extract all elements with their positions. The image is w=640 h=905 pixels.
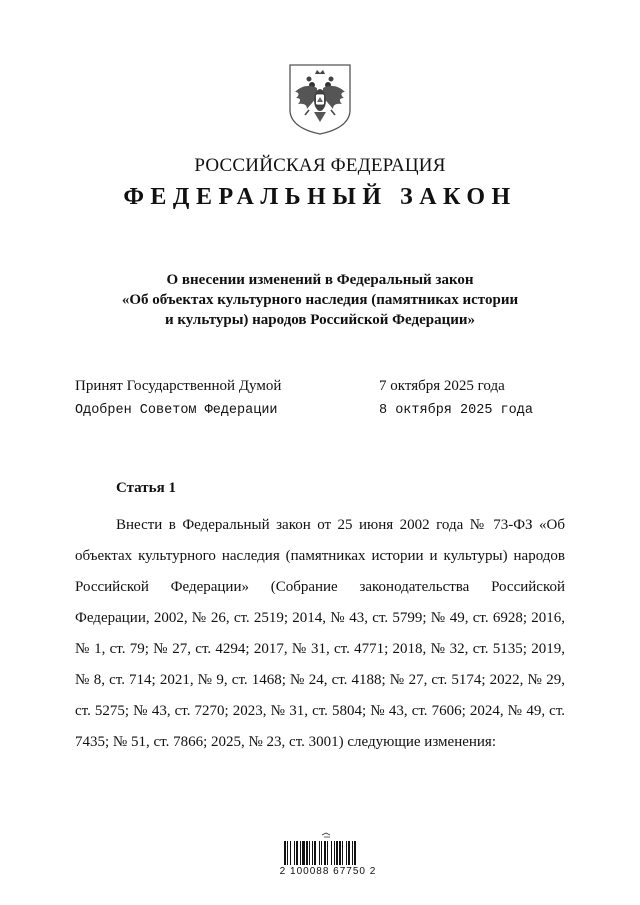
adoption-date-duma: 7 октября 2025 года [379, 378, 505, 394]
adoption-label-duma: Принят Государственной Думой [75, 378, 282, 394]
article-heading: Статья 1 [116, 480, 176, 496]
article-body [75, 510, 565, 758]
barcode-icon [270, 832, 390, 866]
adoption-date-council: 8 октября 2025 года [379, 403, 533, 418]
law-title-line: «Об объектах культурного наследия (памятниках истории [121, 292, 519, 308]
law-title [60, 270, 580, 330]
state-emblem [287, 62, 353, 136]
law-title-line: О внесении изменений в Федеральный закон [166, 272, 474, 288]
barcode-number: 2 100088 67750 2 [279, 866, 377, 877]
article-paragraph: Внести в Федеральный закон от 25 июня 2002 года № 73-ФЗ «Об объектах культурного наследия (памятниках истории и культуры) народов Российской Федерации» (Собрание законодательства Российской Федерации, 2002, № 26, ст. 2519; 2014, № 43, ст. 5799; № 49, ст. 6928; 2016, № 1, ст. 79; № 27, ст. 4294; 2017, № 31, ст. 4771; 2018, № 32, ст. 5135; 2019, № 8, ст. 714; 2021, № 9, ст. 1468; № 24, ст. 4188; № 27, ст. 5174; 2022, № 29, ст. 5275; № 43, ст. 7270; 2023, № 31, ст. 5804; № 43, ст. 7606; 2024, № 49, ст. 7435; № 51, ст. 7866; 2025, № 23, ст. 3001) следующие изменения: [75, 517, 565, 750]
law-title-line: и культуры) народов Российской Федерации» [164, 312, 476, 328]
adoption-label-council: Одобрен Советом Федерации [75, 403, 278, 418]
coat-of-arms-icon [287, 62, 353, 136]
country-name: РОССИЙСКАЯ ФЕДЕРАЦИЯ [194, 155, 446, 176]
law-type-heading: ФЕДЕРАЛЬНЫЙ ЗАКОН [123, 184, 517, 210]
